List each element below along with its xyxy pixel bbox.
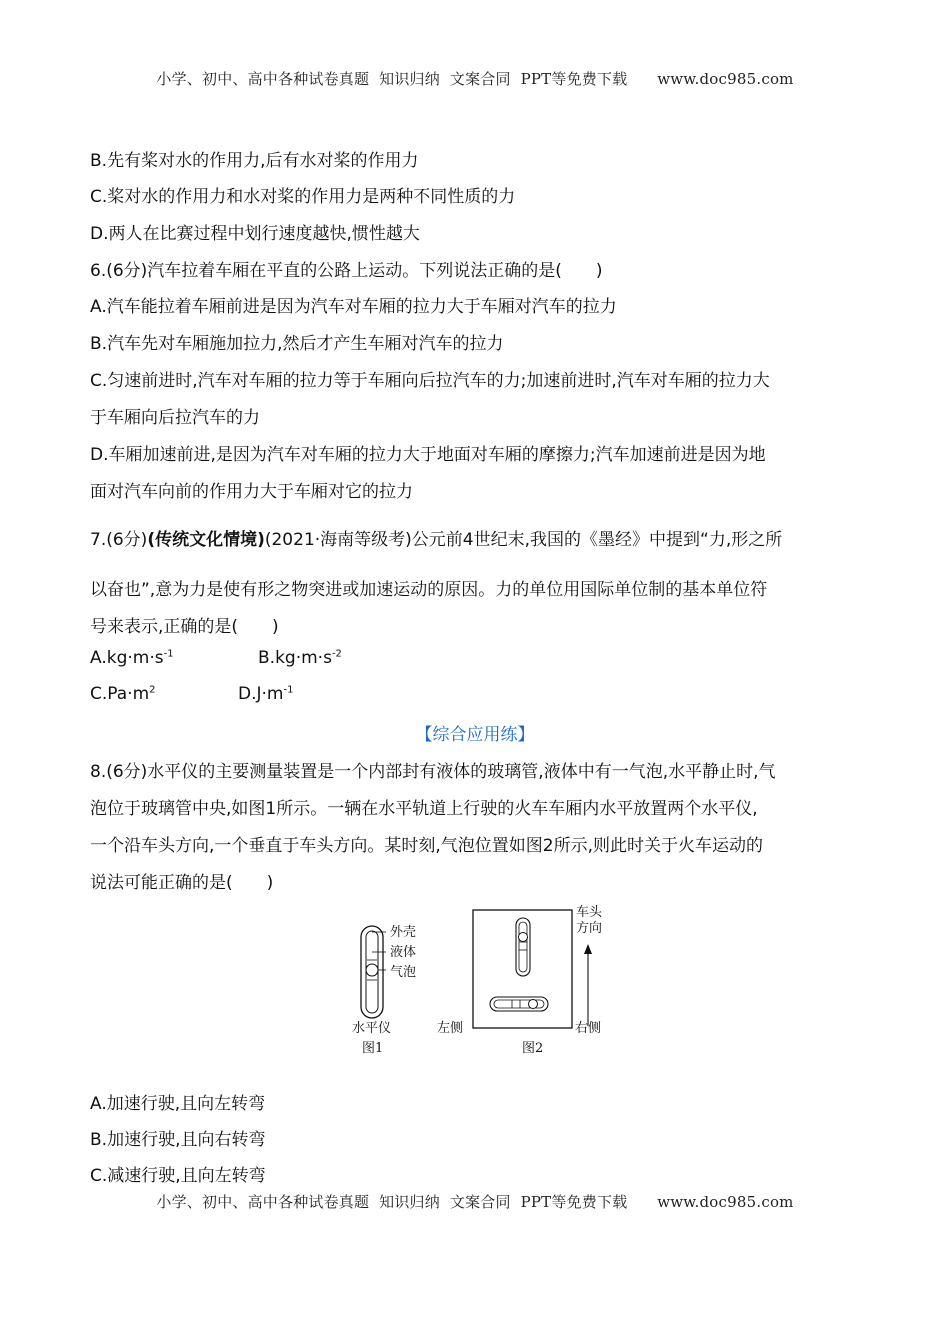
q8-stem-line1: 8.(6分)水平仪的主要测量装置是一个内部封有液体的玻璃管,液体中有一气泡,水平静止时,气 bbox=[90, 762, 776, 782]
q8-stem-line4: 说法可能正确的是( ) bbox=[90, 873, 274, 893]
caption-figure2: 图2 bbox=[522, 1041, 544, 1056]
q6-option-d-line1: D.车厢加速前进,是因为汽车对车厢的拉力大于地面对车厢的摩擦力;汽车加速前进是因为地 bbox=[90, 445, 766, 465]
q8-option-a: A.加速行驶,且向左转弯 bbox=[90, 1094, 266, 1114]
q7-option-d: $D.J\cdot m^{-1}$ bbox=[238, 684, 294, 704]
label-bubble: 气泡 bbox=[390, 965, 417, 980]
caption-figure1: 图1 bbox=[362, 1041, 384, 1056]
label-liquid: 液体 bbox=[390, 945, 417, 960]
figure1-bubble bbox=[366, 964, 378, 976]
label-front-1: 车头 bbox=[576, 905, 603, 920]
figure2-carriage bbox=[437, 904, 603, 1056]
label-front-2: 方向 bbox=[576, 921, 603, 936]
q7-option-a: $A.kg\cdot m\cdot s^{-1}$ bbox=[90, 648, 174, 668]
q5-option-b: B.先有桨对水的作用力,后有水对桨的作用力 bbox=[90, 151, 419, 171]
q6-option-d-line2: 面对汽车向前的作用力大于车厢对它的拉力 bbox=[90, 482, 413, 502]
q8-stem-line2: 泡位于玻璃管中央,如图1所示。一辆在水平轨道上行驶的火车车厢内水平放置两个水平仪, bbox=[90, 799, 758, 819]
q8-option-c: C.减速行驶,且向左转弯 bbox=[90, 1166, 266, 1186]
level-figure bbox=[340, 898, 620, 1060]
label-left: 左侧 bbox=[437, 1021, 464, 1036]
q5-option-d: D.两人在比赛过程中划行速度越快,惯性越大 bbox=[90, 224, 420, 244]
q8-option-b: B.加速行驶,且向右转弯 bbox=[90, 1130, 266, 1150]
page-footer: 小学、初中、高中各种试卷真题 知识归纳 文案合同 PPT等免费下载 www.doc985.com bbox=[156, 1193, 794, 1211]
q5-option-c: C.桨对水的作用力和水对桨的作用力是两种不同性质的力 bbox=[90, 187, 516, 207]
q6-option-c-line1: C.匀速前进时,汽车对车厢的拉力等于车厢向后拉汽车的力;加速前进时,汽车对车厢的拉力大 bbox=[90, 371, 770, 391]
q7-stem-line3: 号来表示,正确的是( ) bbox=[90, 617, 279, 637]
label-right: 右侧 bbox=[575, 1021, 602, 1036]
figure2-bubble-transverse bbox=[529, 1000, 538, 1009]
label-shell: 外壳 bbox=[390, 925, 417, 940]
section-title: 【综合应用练】 bbox=[415, 725, 535, 745]
q6-option-c-line2: 于车厢向后拉汽车的力 bbox=[90, 408, 260, 428]
q6-option-a: A.汽车能拉着车厢前进是因为汽车对车厢的拉力大于车厢对汽车的拉力 bbox=[90, 297, 617, 317]
q7-stem-line1 bbox=[90, 525, 782, 550]
q7-stem-line2: 以奋也”,意为力是使有形之物突进或加速运动的原因。力的单位用国际单位制的基本单位符 bbox=[90, 580, 768, 600]
figure1-spirit-level bbox=[352, 924, 416, 1056]
label-level: 水平仪 bbox=[352, 1021, 392, 1036]
page-header: 小学、初中、高中各种试卷真题 知识归纳 文案合同 PPT等免费下载 www.doc985.com bbox=[156, 70, 794, 88]
q7-option-c: $C.Pa\cdot m^2$ bbox=[90, 684, 156, 704]
q6-option-b: B.汽车先对车厢施加拉力,然后才产生车厢对汽车的拉力 bbox=[90, 334, 504, 354]
q7-context-tag: (传统文化情境) bbox=[147, 530, 265, 550]
q8-stem-line3: 一个沿车头方向,一个垂直于车头方向。某时刻,气泡位置如图2所示,则此时关于火车运动的 bbox=[90, 836, 764, 856]
q7-prefix: 7.(6分) bbox=[90, 530, 148, 550]
q6-stem: 6.(6分)汽车拉着车厢在平直的公路上运动。下列说法正确的是( ) bbox=[90, 261, 603, 281]
q7-stem-rest: (2021·海南等级考)公元前4世纪末,我国的《墨经》中提到“力,形之所 bbox=[264, 530, 783, 550]
figure2-bubble-longitudinal bbox=[519, 933, 528, 942]
q7-option-b: $B.kg\cdot m\cdot s^{-2}$ bbox=[258, 648, 342, 668]
